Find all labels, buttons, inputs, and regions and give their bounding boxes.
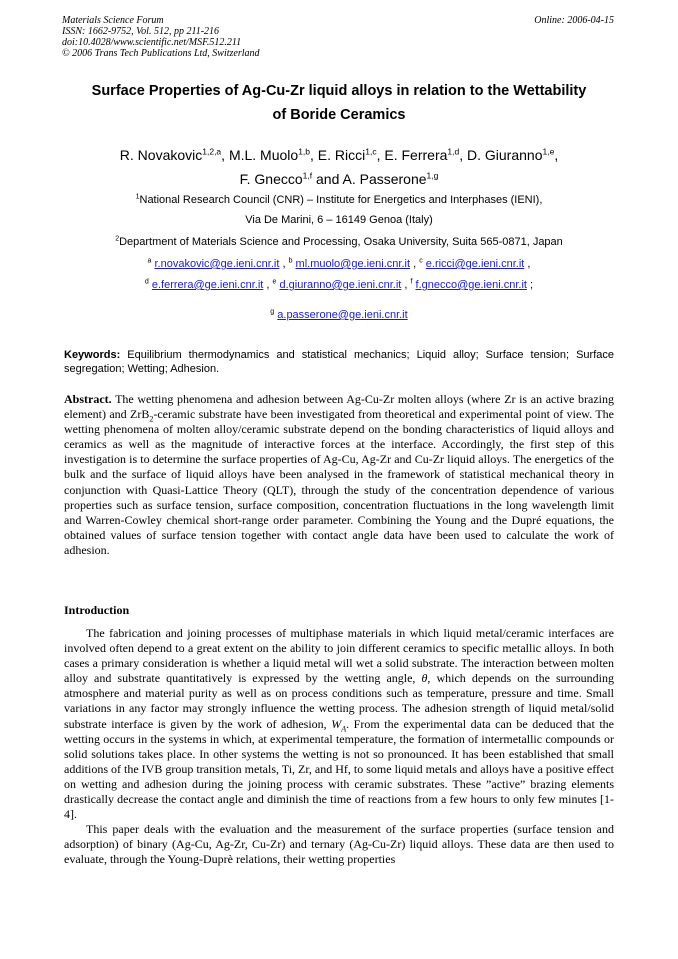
author: E. Ricci$^{1,c}$, [317,146,385,163]
email-link[interactable]: d.giuranno@ge.ieni.cnr.it [279,279,402,291]
author: M.L. Muolo$^{1,b}$, [228,146,318,163]
journal-header [62,15,614,59]
title-line-1: Surface Properties of Ag-Cu-Zr liquid alloys in relation to the Wettability [91,83,587,99]
email-link[interactable]: a.passerone@ge.ieni.cnr.it [277,309,408,321]
affiliation-1: $^1$National Research Council (CNR) – Institute for Energetics and Interphases (IENI), Via De Marini, 6 – 16149 Genoa (Italy) [135,193,543,226]
doi: doi:10.4028/www.scientific.net/MSF.512.211 [62,37,242,48]
author: R. Novakovic$^{1,2,a}$, [119,146,229,163]
author: E. Ferrera$^{1,d}$, [384,146,467,163]
keywords-text: Equilibrium thermodynamics and statistical mechanics; Liquid alloy; Surface tension; Surface segregation; Wetting; Adhesion. [64,349,614,375]
online-date: Online: 2006-04-15 [534,15,614,26]
author: F. Gnecco$^{1,f}$ and [239,170,343,187]
email-link[interactable]: r.novakovic@ge.ieni.cnr.it [154,258,280,270]
abstract: Abstract. The wetting phenomena and adhesion between Ag-Cu-Zr molten alloys (where Zr is an active brazing element) and ZrB$_2$-ceramic substrate have been investigated from theoretical and experimental point of view. The wetting phenomena of molten alloy/ceramic substrate depend on the bonding characteristics of liquid alloys and ceramics as well as the magnitude of interactive forces at the interface. Accordingly, the first step of this investigation is to determine the surface properties of Ag-Cu, Ag-Zr and Cu-Zr liquid alloys. The energetics of the bulk and the surface of liquid alloys have been analysed in the framework of statistical mechanical theory in conjunction with Quasi-Lattice Theory (QLT), through the study of the concentration dependence of various properties such as surface tension, surface composition, concentration fluctuations in the long wavelength limit and Warren-Cowley chemical short-range order parameter. Combining the Young and the Dupré equations, the obtained values of surface tension together with contact angle data have been used to calculate the work of adhesion. [64,392,614,557]
author: D. Giuranno$^{1,e}$, [467,146,559,163]
journal-name: Materials Science Forum [62,15,164,26]
issn: ISSN: 1662-9752, Vol. 512, pp 211-216 [62,26,220,37]
email-link[interactable]: ml.muolo@ge.ieni.cnr.it [295,258,411,270]
affiliation-2: $^2$Department of Materials Science and Processing, Osaka University, Suita 565-0871, Japan [115,235,563,248]
copyright: © 2006 Trans Tech Publications Ltd, Switzerland [62,48,260,59]
email-link[interactable]: f.gnecco@ge.ieni.cnr.it [415,279,527,291]
title-line-2: of Boride Ceramics [272,107,406,123]
paragraph: The fabrication and joining processes of multiphase materials in which liquid metal/ceramic interfaces are involved often depend to a great extent on the ability to join different ceramics to specific metallic alloys. In both cases a primary consideration is whether a liquid metal will wet a solid substrate. The interaction between molten alloy and substrate quantitatively is expressed by the wetting angle, θ, which depends on the surrounding atmosphere and material purity as well as on process conditions such as temperature, pressure and time. Small variations in any factor may strongly influence the wetting process. The adhesion strength of liquid metal/solid substrate interface is given by the work of adhesion, $W_A$. From the experimental data can be deduced that the wetting occurs in the systems in which, at experimental temperature, the formation of intermetallic compounds or solid solutions takes place. In other systems the wetting is not so pronounced. It has been established that small additions of the IVB group transition metals, Ti, Zr, and Hf, to some liquid metals and alloys have a positive effect on wetting and adhesion during the joining process with ceramic substrates. These ”active” brazing elements drastically decrease the contact angle and diminish the time of reactions from a few hours to only few minutes [1-4]. [64,626,614,822]
section-heading-introduction: Introduction [64,603,130,617]
author: A. Passerone$^{1,g}$ [342,170,439,187]
email-link[interactable]: e.ricci@ge.ieni.cnr.it [425,258,525,270]
paper-title [40,79,638,127]
keywords [64,348,614,376]
introduction-body [64,626,614,868]
email-link[interactable]: e.ferrera@ge.ieni.cnr.it [151,279,264,291]
author-list [40,143,638,191]
email-list: $^a$ r.novakovic@ge.ieni.cnr.it , $^b$ ml.muolo@ge.ieni.cnr.it , $^c$ e.ricci@ge.ieni.cnr.it , $^d$ e.ferrera@ge.ieni.cnr.it , $^e$ d.giuranno@ge.ieni.cnr.it , $^f$ f.gnecco@ge.ieni.cnr.it ; $^g$ a.passerone@ge.ieni.cnr.it [144,257,534,321]
keywords-label: Keywords: [64,349,121,361]
abstract-label: Abstract. [64,392,112,406]
paragraph: This paper deals with the evaluation and the measurement of the surface properties (surface tension and adsorption) of binary (Ag-Cu, Ag-Zr, Cu-Zr) and ternary (Ag-Cu-Zr) liquid alloys. These data are then used to evaluate, through the Young-Duprè relations, their wetting properties [64,822,614,867]
